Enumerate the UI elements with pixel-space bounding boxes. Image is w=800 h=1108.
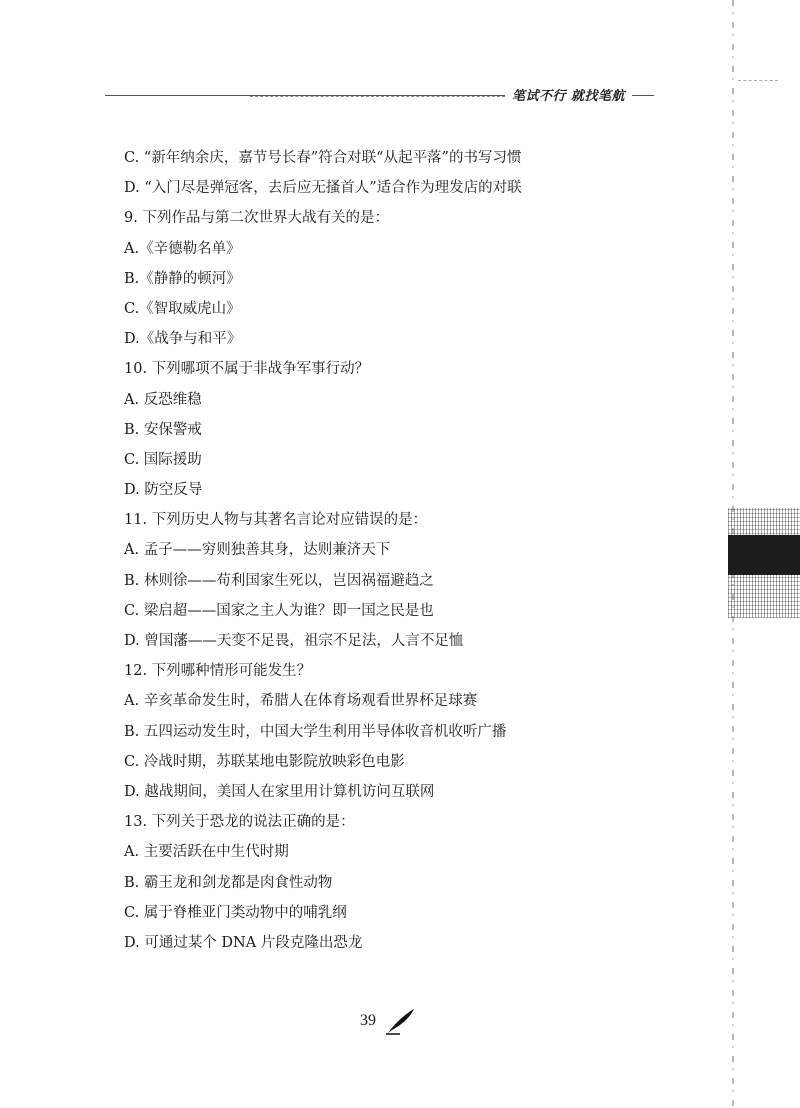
question-line: 12. 下列哪种情形可能发生？ [124,663,312,680]
option-line: C. 国际援助 [124,451,202,468]
page-content [124,143,724,958]
option-line: A. 辛亥革命发生时，希腊人在体育场观看世界杯足球赛 [124,693,478,710]
header-rule-dashed [250,96,505,97]
option-line: C. “新年纳余庆，嘉节号长春”符合对联“从起平落”的书写习惯 [124,150,522,166]
option-line: B. 安保警戒 [124,421,202,438]
option-line: D. 可通过某个 DNA 片段克隆出恐龙 [124,934,363,951]
page-number: 39 [360,1012,376,1029]
option-line: A. 主要活跃在中生代时期 [124,844,289,861]
scan-edge-mark-top [738,80,778,105]
option-line: C. 属于脊椎亚门类动物中的哺乳纲 [124,904,347,921]
option-line: D. 防空反导 [124,482,203,499]
option-line: A. 孟子——穷则独善其身，达则兼济天下 [124,542,391,559]
option-line: D. “入门尽是弹冠客，去后应无搔首人”适合作为理发店的对联 [124,180,522,197]
option-line: D.《战争与和平》 [124,331,242,348]
option-line: A.《辛德勒名单》 [124,240,241,257]
question-line: 10. 下列哪项不属于非战争军事行动？ [124,361,370,378]
option-line: B. 霸王龙和剑龙都是肉食性动物 [124,874,333,891]
question-line: 9. 下列作品与第二次世界大战有关的是： [124,210,389,227]
header-rule-right [632,95,654,96]
option-line: D. 越战期间，美国人在家里用计算机访问互联网 [124,783,435,800]
option-line: C. 梁启超——国家之主人为谁？即一国之民是也 [124,602,434,619]
option-line: C. 冷战时期，苏联某地电影院放映彩色电影 [124,753,405,770]
question-line: 11. 下列历史人物与其著名言论对应错误的是： [124,512,428,529]
header-title: 笔试不行 就找笔航 [512,89,626,104]
option-line: A. 反恐维稳 [124,391,202,408]
option-line: C.《智取威虎山》 [124,300,241,317]
quill-pen-icon [384,1007,418,1035]
question-line: 13. 下列关于恐龙的说法正确的是： [124,814,355,831]
option-line: B.《静静的顿河》 [124,270,241,287]
option-line: D. 曾国藩——天变不足畏，祖宗不足法，人言不足恤 [124,633,464,649]
option-line: B. 林则徐——苟利国家生死以，岂因祸福避趋之 [124,572,434,589]
option-line: B. 五四运动发生时，中国大学生利用半导体收音机收听广播 [124,723,507,740]
scan-dark-band [728,535,800,575]
